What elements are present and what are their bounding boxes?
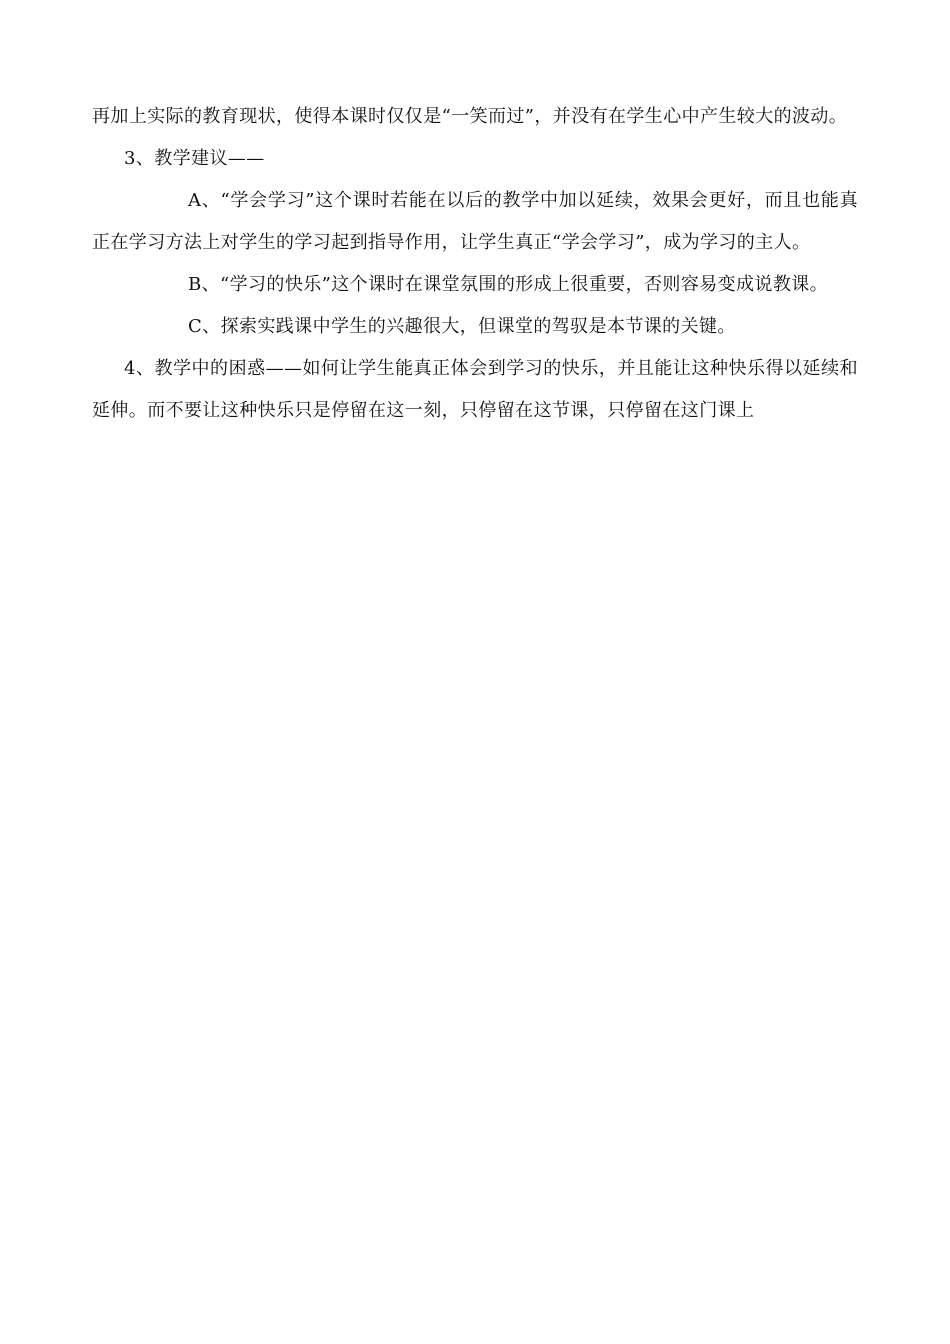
- document-body: [92, 96, 858, 432]
- paragraph-continuation: 再加上实际的教育现状，使得本课时仅仅是“一笑而过”，并没有在学生心中产生较大的波动。: [92, 106, 848, 127]
- paragraph-suggestion-a: A、“学会学习”这个课时若能在以后的教学中加以延续，效果会更好，而且也能真正在学习方法上对学生的学习起到指导作用，让学生真正“学会学习”，成为学习的主人。: [92, 190, 858, 253]
- paragraph-teaching-confusion: 4、教学中的困惑——如何让学生能真正体会到学习的快乐，并且能让这种快乐得以延续和延伸。而不要让这种快乐只是停留在这一刻，只停留在这节课，只停留在这门课上: [92, 358, 858, 421]
- paragraph-suggestion-b: B、“学习的快乐”这个课时在课堂氛围的形成上很重要，否则容易变成说教课。: [188, 274, 829, 295]
- paragraph-teaching-suggestions-heading: 3、教学建议——: [124, 148, 265, 169]
- paragraph-suggestion-c: C、探索实践课中学生的兴趣很大，但课堂的驾驭是本节课的关键。: [188, 316, 736, 337]
